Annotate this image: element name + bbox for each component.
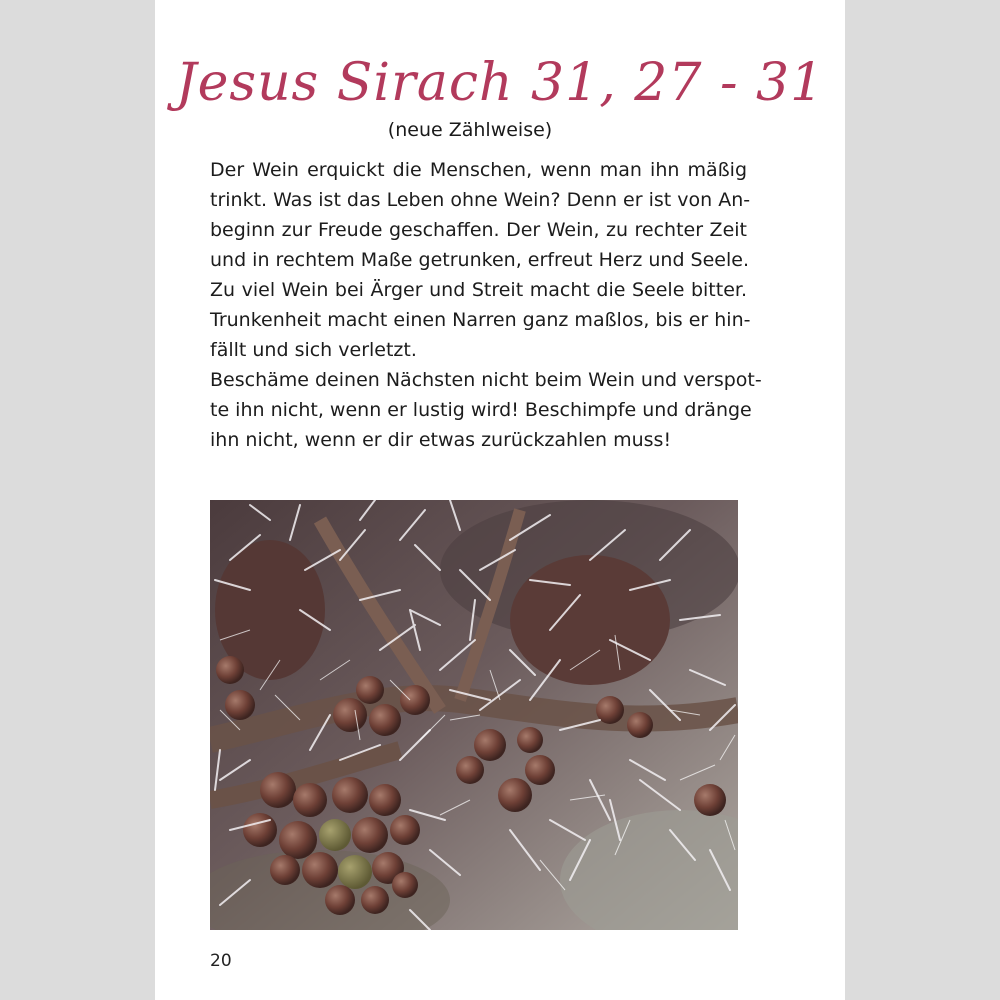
photo-illustration <box>210 500 738 930</box>
frosted-grapes-photo <box>210 500 738 930</box>
book-page <box>155 0 845 1000</box>
page-title: Jesus Sirach 31, 27 - 31 <box>175 53 825 113</box>
page-number: 20 <box>210 951 232 971</box>
text-line: und in rechtem Maße getrunken, erfreut Herz und Seele. <box>210 249 750 271</box>
text-line: ihn nicht, wenn er dir etwas zurückzahlen muss! <box>210 429 672 451</box>
text-line: Zu viel Wein bei Ärger und Streit macht die Seele bitter. <box>210 279 747 301</box>
text-line: Der Wein erquickt die Menschen, wenn man ihn mäßig <box>210 159 747 181</box>
text-line: Trunkenheit macht einen Narren ganz maßlos, bis er hin- <box>210 309 751 331</box>
text-line: te ihn nicht, wenn er lustig wird! Beschimpfe und dränge <box>210 399 752 421</box>
text-line: trinkt. Was ist das Leben ohne Wein? Denn er ist von An- <box>210 189 751 211</box>
text-line: Beschäme deinen Nächsten nicht beim Wein und verspot- <box>210 369 762 391</box>
text-line: beginn zur Freude geschaffen. Der Wein, zu rechter Zeit <box>210 219 747 241</box>
scripture-text <box>210 155 762 455</box>
page-subtitle: (neue Zählweise) <box>387 119 553 141</box>
text-line: fällt und sich verletzt. <box>210 339 417 361</box>
